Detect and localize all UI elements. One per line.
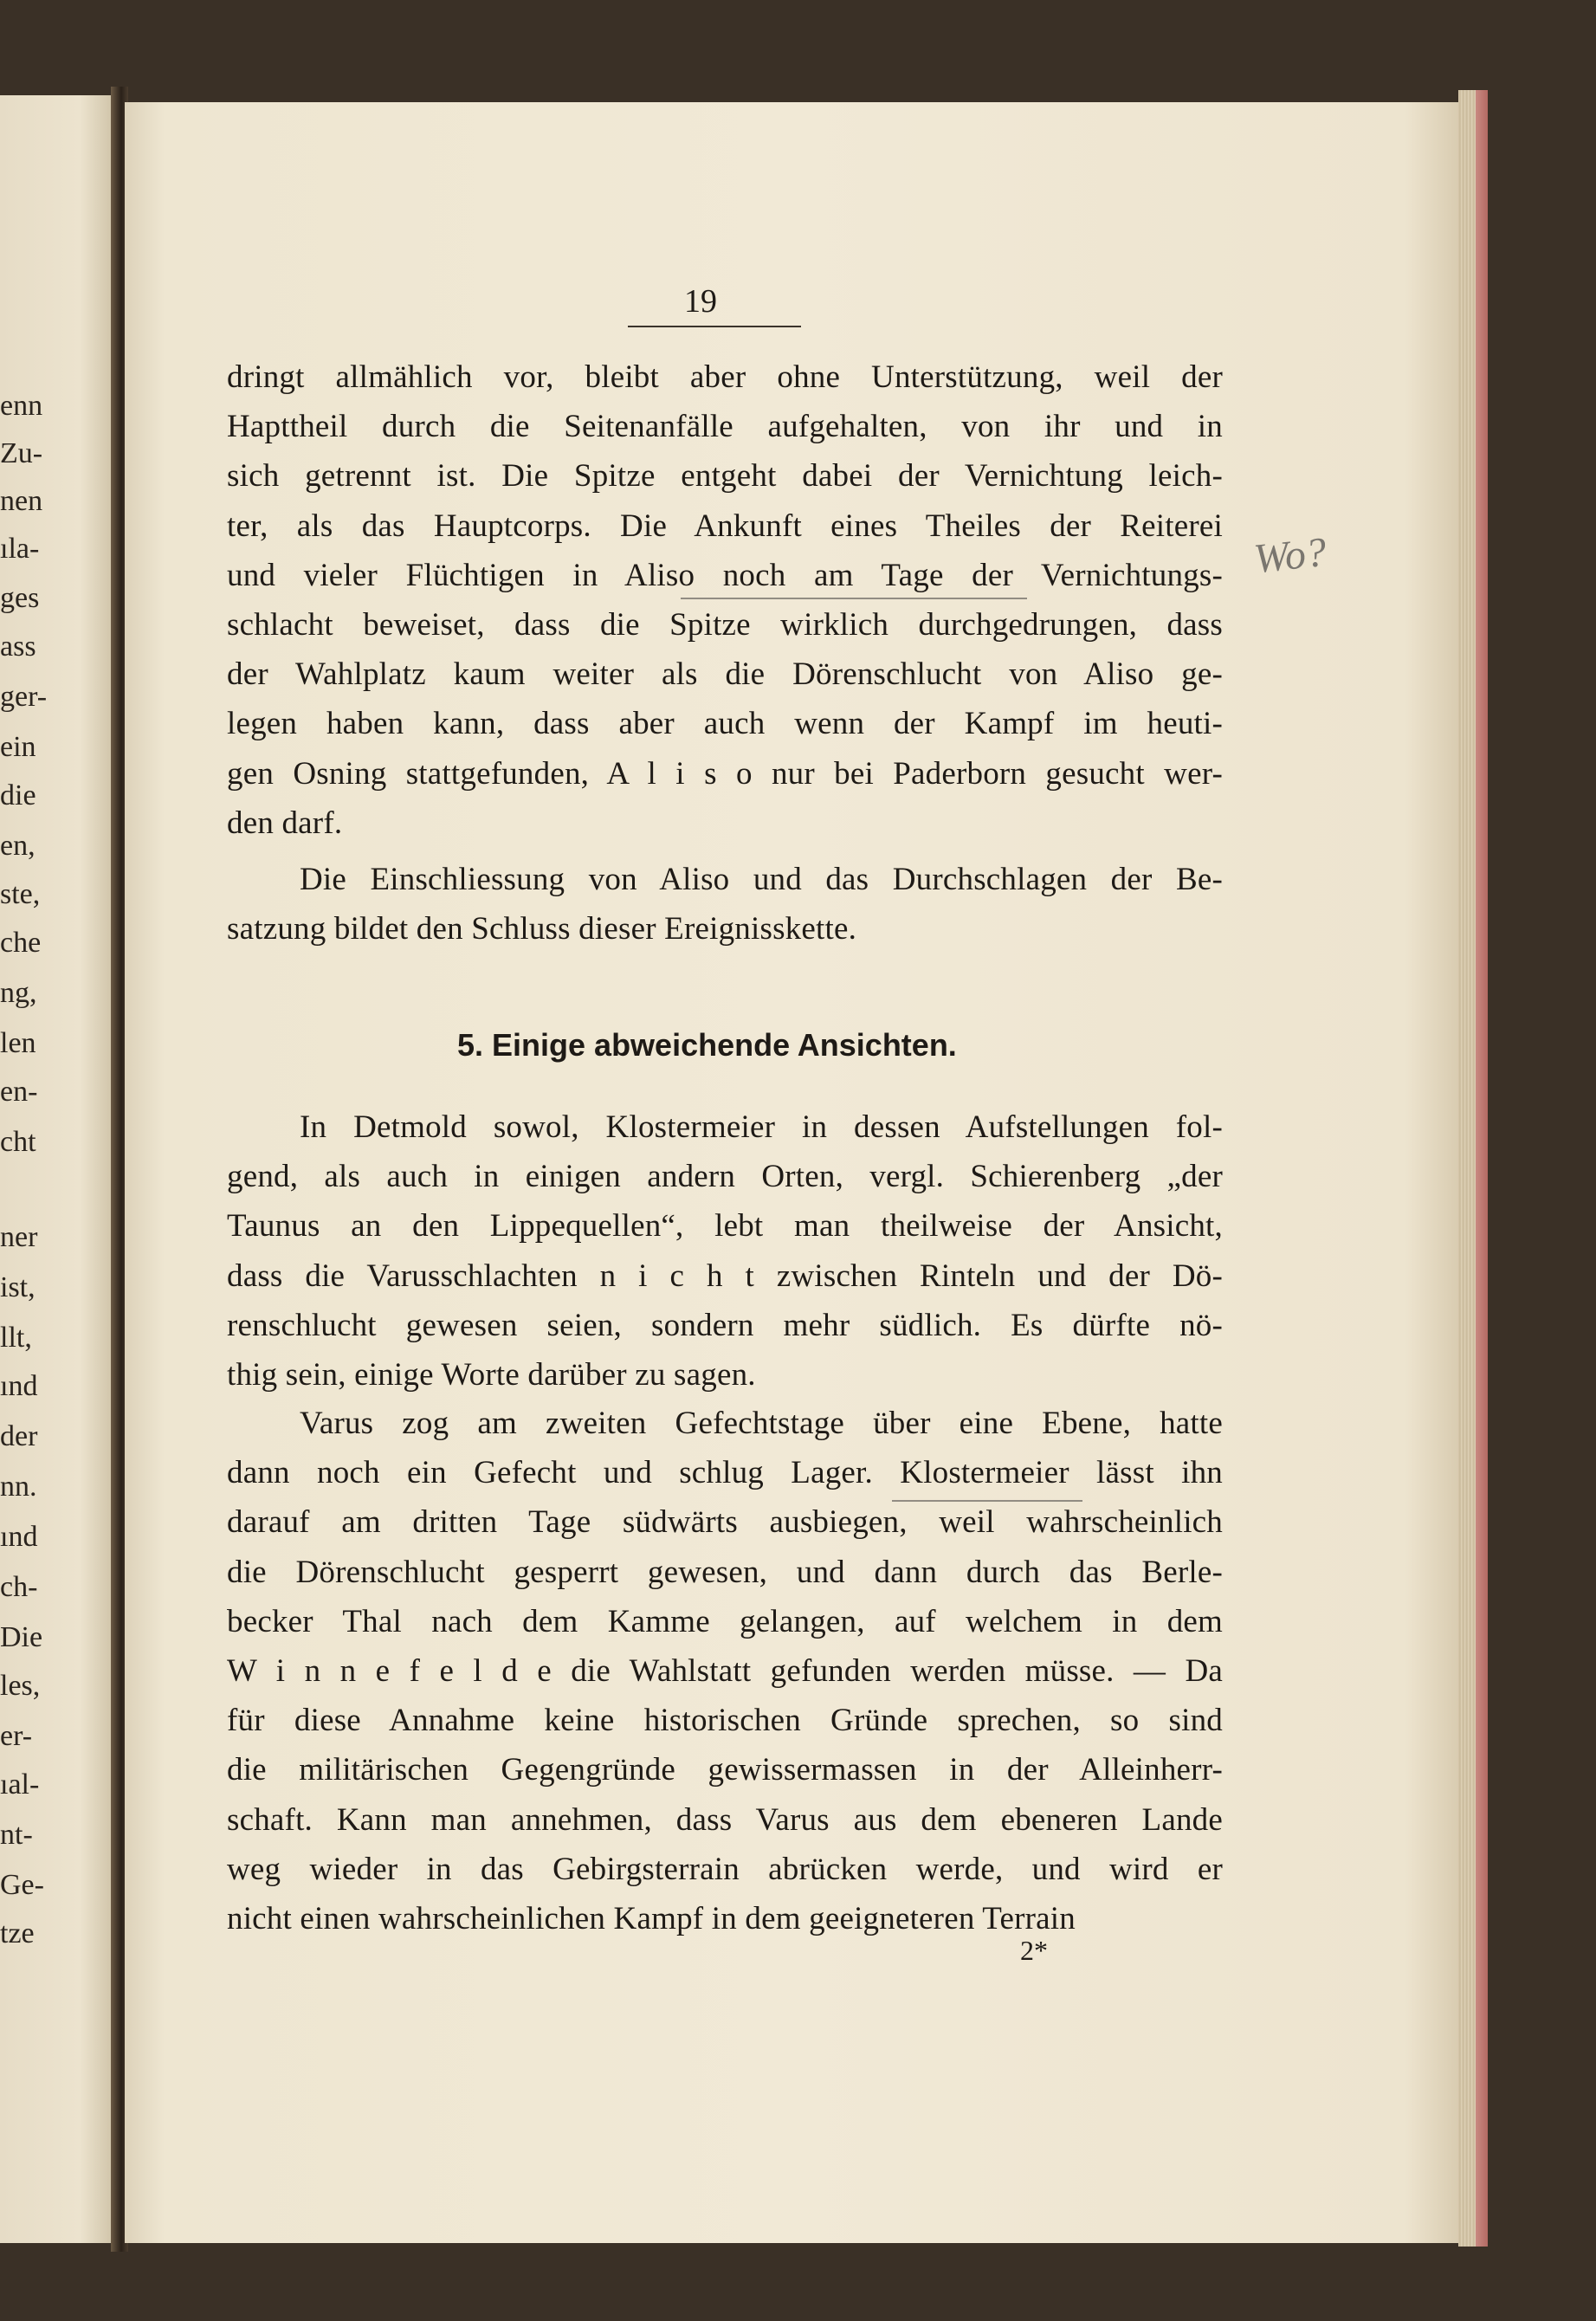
left-page-fragment: ınd	[0, 1370, 38, 1402]
text-line: weg wieder in das Gebirgsterrain abrücken werde, und wird er	[227, 1851, 1223, 1887]
pencil-underline	[892, 1500, 1082, 1502]
left-page-fragment: ng,	[0, 977, 37, 1009]
left-page-fragment: ıla-	[0, 533, 40, 565]
left-page-fragment: ste,	[0, 878, 41, 910]
left-page-fragment: enn	[0, 390, 43, 422]
signature-mark: 2*	[1020, 1935, 1048, 1966]
left-page-fragment: ass	[0, 630, 36, 663]
text-line: Taunus an den Lippequellen“, lebt man theilweise der Ansicht,	[227, 1208, 1223, 1245]
left-page-fragment: Ge-	[0, 1869, 44, 1901]
pencil-underline	[681, 598, 1027, 599]
text-line: für diese Annahme keine historischen Gründe sprechen, so sind	[227, 1703, 1223, 1739]
text-line: gen Osning stattgefunden, A l i s o nur bei Paderborn gesucht wer-	[227, 755, 1223, 792]
text-line: schaft. Kann man annehmen, dass Varus aus dem ebeneren Lande	[227, 1801, 1223, 1838]
left-page-fragment: tze	[0, 1917, 35, 1949]
left-page-fragment: der	[0, 1420, 38, 1452]
left-page-fragment: nt-	[0, 1819, 33, 1851]
left-page-fragment: en,	[0, 830, 36, 862]
left-page-fragment: en-	[0, 1076, 38, 1108]
left-page-fragment: les,	[0, 1670, 41, 1702]
left-page-fragment: ist,	[0, 1271, 36, 1303]
text-line: becker Thal nach dem Kamme gelangen, auf welchem in dem	[227, 1603, 1223, 1639]
text-line: den darf.	[227, 805, 343, 841]
text-line: gend, als auch in einigen andern Orten, vergl. Schierenberg „der	[227, 1159, 1223, 1195]
section-heading: 5. Einige abweichende Ansichten.	[457, 1027, 957, 1063]
left-page-fragment: llt,	[0, 1322, 32, 1354]
text-line: schlacht beweiset, dass die Spitze wirklich durchgedrungen, dass	[227, 607, 1223, 643]
left-page-fragment: che	[0, 927, 42, 959]
left-page-fragment: nn.	[0, 1471, 37, 1503]
text-line: ter, als das Hauptcorps. Die Ankunft eines Theiles der Reiterei	[227, 508, 1223, 544]
left-page-fragment: cht	[0, 1126, 36, 1158]
left-page-fragment: Die	[0, 1621, 43, 1653]
left-page-fragment: ger-	[0, 681, 48, 713]
text-line: Varus zog am zweiten Gefechtstage über eine Ebene, hatte	[300, 1406, 1223, 1441]
text-line: In Detmold sowol, Klostermeier in dessen Aufstellungen fol-	[300, 1109, 1223, 1145]
text-line: W i n n e f e l d e die Wahlstatt gefunden werden müsse. — Da	[227, 1653, 1223, 1689]
text-line: dann noch ein Gefecht und schlug Lager. Klostermeier lässt ihn	[227, 1455, 1223, 1491]
text-line: die militärischen Gegengründe gewissermassen in der Alleinherr-	[227, 1752, 1223, 1788]
left-page-fragment: ıal-	[0, 1768, 40, 1801]
marginal-note: Wo?	[1251, 528, 1329, 583]
left-page-fragment: ınd	[0, 1521, 38, 1553]
text-line: satzung bildet den Schluss dieser Ereignisskette.	[227, 911, 857, 947]
left-page-fragment: ner	[0, 1221, 38, 1253]
left-page-fragment: er-	[0, 1720, 33, 1752]
text-line: dass die Varusschlachten n i c h t zwischen Rinteln und der Dö-	[227, 1257, 1223, 1294]
page-number-rule	[628, 326, 801, 327]
left-page-fragment: ein	[0, 731, 36, 763]
left-page-fragment: nen	[0, 485, 43, 517]
text-line: nicht einen wahrscheinlichen Kampf in dem geeigneteren Terrain	[227, 1901, 1076, 1936]
text-line: legen haben kann, dass aber auch wenn der Kampf im heuti-	[227, 706, 1223, 742]
text-line: Hapttheil durch die Seitenanfälle aufgehalten, von ihr und in	[227, 409, 1223, 445]
text-line: thig sein, einige Worte darüber zu sagen.	[227, 1357, 756, 1393]
text-line: und vieler Flüchtigen in Aliso noch am Tage der Vernichtungs-	[227, 557, 1223, 593]
left-page-fragment: Zu-	[0, 437, 43, 469]
left-page-fragment: die	[0, 779, 36, 811]
left-page-fragment: ch-	[0, 1571, 38, 1603]
page-number: 19	[684, 283, 717, 320]
text-line: die Dörenschlucht gesperrt gewesen, und dann durch das Berle-	[227, 1554, 1223, 1590]
left-page-fragment: len	[0, 1027, 36, 1059]
red-page-edge	[1476, 90, 1488, 2247]
left-page-fragment: ges	[0, 582, 40, 614]
text-line: der Wahlplatz kaum weiter als die Dörenschlucht von Aliso ge-	[227, 656, 1223, 693]
text-line: Die Einschliessung von Aliso und das Durchschlagen der Be-	[300, 862, 1223, 897]
text-line: renschlucht gewesen seien, sondern mehr südlich. Es dürfte nö-	[227, 1307, 1223, 1343]
text-line: sich getrennt ist. Die Spitze entgeht dabei der Vernichtung leich-	[227, 458, 1223, 495]
text-line: darauf am dritten Tage südwärts ausbiegen, weil wahrscheinlich	[227, 1504, 1223, 1541]
text-line: dringt allmählich vor, bleibt aber ohne Unterstützung, weil der	[227, 359, 1223, 395]
